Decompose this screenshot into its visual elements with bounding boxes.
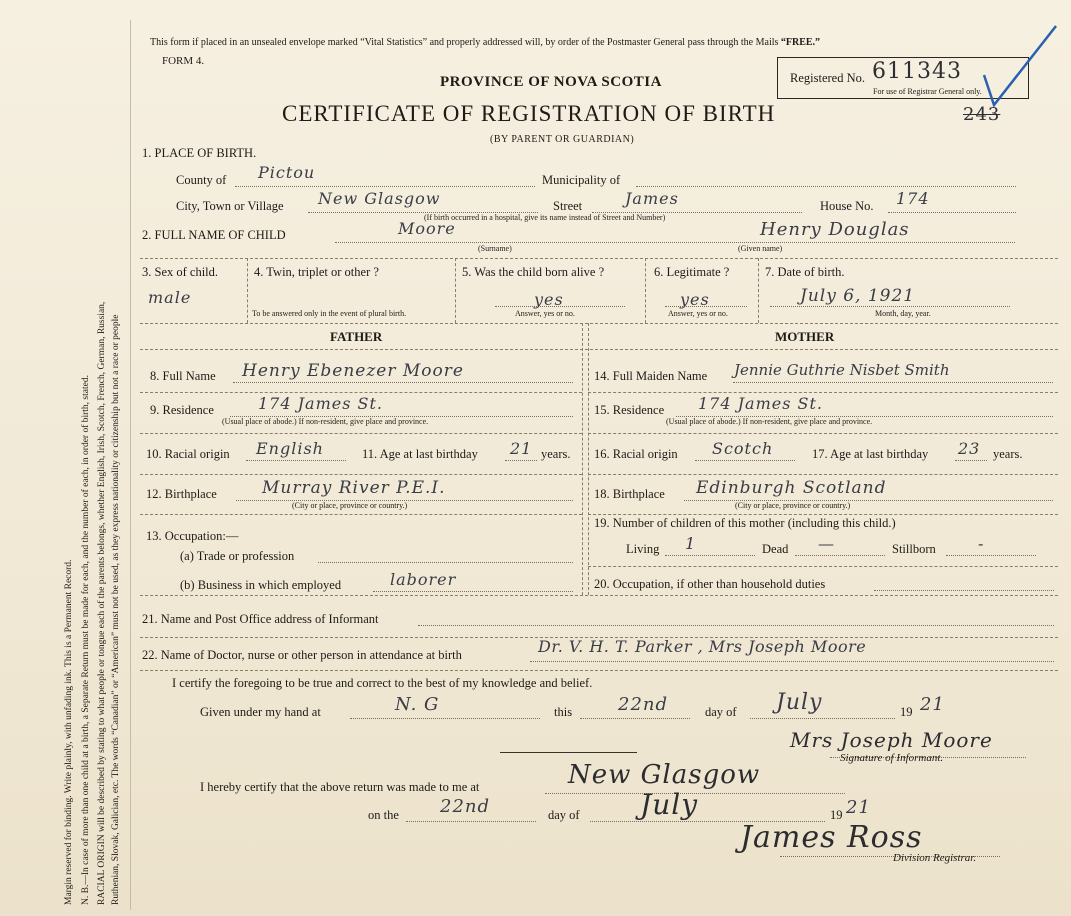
informant-address-label: 21. Name and Post Office address of Informant — [142, 612, 379, 626]
dead-label: Dead — [762, 542, 789, 556]
free-label: “FREE.” — [780, 37, 821, 48]
house-line — [888, 212, 1016, 213]
registrar-year-value: 21 — [846, 797, 871, 818]
father-name-label: 8. Full Name — [150, 369, 216, 383]
informant-certify-text: I certify the foregoing to be true and correct to the best of my knowledge and belief. — [172, 676, 593, 690]
dob-line — [770, 306, 1010, 307]
twin-label: 4. Twin, triplet or other ? — [254, 265, 379, 279]
month-line — [750, 718, 895, 719]
row-divider — [140, 474, 582, 475]
mother-children-label: 19. Number of children of this mother (including this child.) — [594, 516, 896, 530]
signature-of-informant-label: Signature of Informant. — [840, 752, 944, 764]
county-value: Pictou — [258, 163, 316, 182]
form-number: FORM 4. — [162, 55, 205, 67]
mother-residence-value: 174 James St. — [698, 394, 823, 413]
mother-age-line — [955, 460, 987, 461]
father-racial-value: English — [256, 439, 324, 458]
margin-note-2: N. B.—In case of more than one child at a birth, a Separate Return must be made for each, and the number of each, in order of birth, stated. — [81, 375, 91, 905]
given-place-value: N. G — [395, 694, 440, 715]
page-subtitle: (BY PARENT OR GUARDIAN) — [490, 134, 635, 145]
registered-label: Registered No. — [790, 71, 865, 85]
mother-age-value: 23 — [958, 439, 981, 458]
col-divider — [455, 258, 456, 323]
father-business-line — [373, 591, 573, 592]
mother-birthplace-note: (City or place, province or country.) — [735, 501, 851, 510]
father-residence-value: 174 James St. — [258, 394, 383, 413]
row-divider — [140, 323, 1058, 324]
row-divider — [588, 392, 1058, 393]
father-racial-line — [246, 460, 346, 461]
row-divider — [140, 433, 582, 434]
registrar-signature: James Ross — [740, 820, 923, 855]
mother-name-line — [733, 382, 1053, 383]
father-heading: FATHER — [330, 329, 383, 344]
street-label: Street — [553, 199, 583, 213]
this-day-value: 22nd — [618, 694, 669, 715]
year-prefix: 19 — [900, 705, 913, 719]
father-residence-note: (Usual place of abode.) If non-resident, give place and province. — [222, 417, 429, 426]
father-years-label: years. — [541, 447, 571, 461]
child-name-label: 2. FULL NAME OF CHILD — [142, 228, 286, 242]
parents-divider — [582, 323, 583, 595]
mother-years-label: years. — [993, 447, 1023, 461]
mail-notice — [150, 37, 820, 48]
child-name-line — [335, 242, 1015, 243]
living-label: Living — [626, 542, 660, 556]
father-trade-label: (a) Trade or profession — [180, 549, 295, 563]
county-line — [235, 186, 535, 187]
legitimate-note: Answer, yes or no. — [668, 309, 728, 318]
binding-margin-rule — [130, 20, 131, 910]
stillborn-value: - — [978, 534, 985, 553]
row-divider — [140, 670, 1058, 671]
father-name-value: Henry Ebenezer Moore — [242, 361, 464, 381]
father-residence-label: 9. Residence — [150, 403, 214, 417]
attendant-line — [530, 661, 1054, 662]
registrar-day-of-label: day of — [548, 808, 580, 822]
dob-value: July 6, 1921 — [800, 286, 916, 306]
living-line — [665, 555, 755, 556]
father-trade-line — [318, 562, 573, 563]
registrar-day-line — [406, 821, 536, 822]
row-divider — [588, 566, 1058, 567]
place-of-birth-section: 1. PLACE OF BIRTH. — [142, 146, 257, 160]
street-value: James — [625, 189, 679, 208]
born-alive-value: yes — [534, 290, 564, 309]
registrar-use-note: For use of Registrar General only. — [873, 87, 982, 96]
registrar-place-value: New Glasgow — [568, 760, 761, 790]
mother-name-value: Jennie Guthrie Nisbet Smith — [734, 361, 950, 379]
dob-label: 7. Date of birth. — [765, 265, 845, 279]
col-divider — [645, 258, 646, 323]
margin-note-3: RACIAL ORIGIN will be described by stating to what people or tongue each of the parents belongs, whether English, Irish, Scotch, French, German, Russian, — [97, 301, 107, 905]
mother-occupation-label: 20. Occupation, if other than household duties — [594, 577, 826, 591]
row-divider — [140, 349, 1058, 350]
parents-divider — [588, 323, 589, 595]
registrar-certify-text: I hereby certify that the above return was made to me at — [200, 780, 480, 794]
father-age-label: 11. Age at last birthday — [362, 447, 478, 461]
mother-occupation-line — [874, 590, 1054, 591]
father-age-line — [505, 460, 537, 461]
year-value: 21 — [920, 694, 945, 715]
born-alive-label: 5. Was the child born alive ? — [462, 265, 605, 279]
row-divider — [140, 258, 1058, 259]
registrar-day-value: 22nd — [440, 796, 491, 817]
municipality-label: Municipality of — [542, 173, 621, 187]
mother-birthplace-value: Edinburgh Scotland — [696, 478, 887, 498]
mother-residence-note: (Usual place of abode.) If non-resident, give place and province. — [666, 417, 873, 426]
informant-signature: Mrs Joseph Moore — [790, 728, 993, 752]
child-surname-value: Moore — [398, 219, 456, 238]
attendant-value: Dr. V. H. T. Parker , Mrs Joseph Moore — [538, 637, 867, 656]
on-the-label: on the — [368, 808, 399, 822]
registrar-year-prefix: 19 — [830, 808, 843, 822]
mother-racial-line — [695, 460, 795, 461]
house-number-label: House No. — [820, 199, 874, 213]
father-occupation-label: 13. Occupation:— — [146, 529, 239, 543]
living-value: 1 — [685, 534, 697, 553]
page-title: CERTIFICATE OF REGISTRATION OF BIRTH — [282, 101, 776, 126]
informant-address-line — [418, 625, 1054, 626]
row-divider — [140, 595, 1058, 596]
father-racial-label: 10. Racial origin — [146, 447, 230, 461]
child-given-name-value: Henry Douglas — [760, 219, 910, 240]
corner-mark: 243 — [963, 104, 1001, 125]
separator-rule — [500, 752, 637, 753]
father-birthplace-label: 12. Birthplace — [146, 487, 217, 501]
attendant-label: 22. Name of Doctor, nurse or other person in attendance at birth — [142, 648, 462, 662]
legitimate-label: 6. Legitimate ? — [654, 265, 730, 279]
row-divider — [588, 474, 1058, 475]
col-divider — [758, 258, 759, 323]
stillborn-line — [946, 555, 1036, 556]
this-label: this — [554, 705, 573, 719]
mother-residence-label: 15. Residence — [594, 403, 665, 417]
county-label: County of — [176, 173, 227, 187]
father-age-value: 21 — [510, 439, 533, 458]
father-birthplace-note: (City or place, province or country.) — [292, 501, 408, 510]
mail-notice-text: This form if placed in an unsealed envelope marked “Vital Statistics” and properly addressed will, by order of the Postmaster General pass through the Mails — [150, 37, 779, 48]
stillborn-label: Stillborn — [892, 542, 936, 556]
province-heading: PROVINCE OF NOVA SCOTIA — [440, 74, 662, 90]
surname-note: (Surname) — [478, 244, 512, 253]
father-name-line — [233, 382, 573, 383]
sex-value: male — [148, 288, 192, 307]
row-divider — [140, 514, 582, 515]
father-business-label: (b) Business in which employed — [180, 578, 342, 592]
mother-name-label: 14. Full Maiden Name — [594, 369, 708, 383]
given-place-line — [350, 718, 540, 719]
twin-note: To be answered only in the event of plural birth. — [252, 309, 407, 318]
father-business-value: laborer — [390, 570, 457, 589]
municipality-line — [636, 186, 1016, 187]
given-name-note: (Given name) — [738, 244, 783, 253]
mother-racial-value: Scotch — [712, 439, 774, 458]
registered-number: 611343 — [872, 59, 962, 84]
row-divider — [140, 392, 582, 393]
month-value: July — [776, 690, 823, 715]
row-divider — [588, 433, 1058, 434]
margin-note-1: Margin reserved for binding. Write plainly, with unfading ink. This is a Permanent Record. — [64, 559, 74, 905]
margin-note-4: Ruthenian, Slovak, Galician, etc. The words “Canadian” or “American” must not be used, as they express nationality or citizenship but not a race or people — [111, 314, 121, 905]
dead-line — [795, 555, 885, 556]
father-birthplace-value: Murray River P.E.I. — [262, 478, 446, 498]
sex-label: 3. Sex of child. — [142, 265, 219, 279]
this-day-line — [580, 718, 690, 719]
registrar-month-value: July — [640, 788, 699, 821]
city-value: New Glasgow — [318, 189, 441, 208]
mother-age-label: 17. Age at last birthday — [812, 447, 929, 461]
hospital-note: (If birth occurred in a hospital, give its name instead of Street and Number) — [424, 213, 666, 222]
mother-heading: MOTHER — [775, 329, 835, 344]
mother-racial-label: 16. Racial origin — [594, 447, 678, 461]
col-divider — [247, 258, 248, 323]
given-under-label: Given under my hand at — [200, 705, 321, 719]
dead-value: — — [818, 534, 835, 553]
row-divider — [588, 514, 1058, 515]
house-number-value: 174 — [896, 189, 930, 208]
dob-note: Month, day, year. — [875, 309, 931, 318]
legitimate-value: yes — [680, 290, 710, 309]
born-alive-note: Answer, yes or no. — [515, 309, 575, 318]
city-label: City, Town or Village — [176, 199, 284, 213]
mother-birthplace-label: 18. Birthplace — [594, 487, 665, 501]
day-of-label: day of — [705, 705, 737, 719]
division-registrar-label: Division Registrar. — [893, 852, 977, 864]
